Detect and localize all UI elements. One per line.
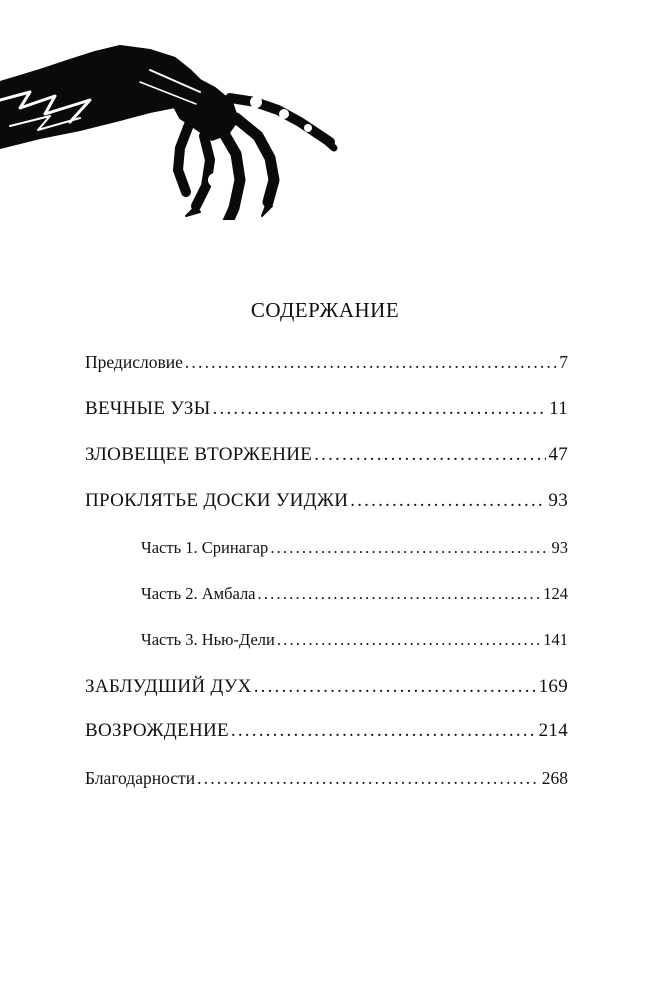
toc-entry-page: 47 — [548, 444, 568, 465]
dot-leader — [213, 398, 548, 420]
toc-entry-label: ВЕЧНЫЕ УЗЫ — [85, 398, 211, 419]
dot-leader — [185, 352, 557, 373]
toc-entry-page: 93 — [551, 538, 568, 557]
toc-entry-page: 214 — [538, 720, 568, 741]
toc-entry-page: 93 — [548, 490, 568, 511]
toc-entry-part-3[interactable] — [141, 630, 568, 650]
dot-leader — [277, 630, 541, 650]
dot-leader — [254, 676, 537, 698]
toc-entry-part-1[interactable] — [141, 538, 568, 558]
dot-leader — [197, 768, 540, 789]
toc-entry-page: 141 — [543, 630, 568, 649]
page-title: СОДЕРЖАНИЕ — [250, 298, 400, 322]
toc-entry-label: Часть 2. Амбала — [141, 584, 256, 603]
toc-entry-part-2[interactable] — [141, 584, 568, 604]
toc-entry-label: Благодарности — [85, 768, 196, 788]
toc-entry-label: Часть 1. Сринагар — [141, 538, 269, 557]
toc-entry-acknowledgements[interactable] — [85, 768, 568, 789]
toc-entry-label: ВОЗРОЖДЕНИЕ — [85, 720, 229, 741]
dot-leader — [270, 538, 549, 558]
dot-leader — [350, 490, 546, 512]
toc-entry-label: Предисловие — [85, 352, 183, 372]
toc-entry-page: 268 — [541, 768, 568, 788]
toc-entry-page: 11 — [549, 398, 568, 419]
toc-entry-sinister-invasion[interactable] — [85, 444, 568, 466]
toc-entry-label: ПРОКЛЯТЬЕ ДОСКИ УИДЖИ — [85, 490, 349, 511]
toc-entry-page: 7 — [559, 352, 568, 372]
dot-leader — [258, 584, 542, 604]
toc-entry-lost-spirit[interactable] — [85, 676, 568, 698]
toc-entry-eternal-bonds[interactable] — [85, 398, 568, 420]
dot-leader — [314, 444, 546, 466]
toc-entry-ouija-curse[interactable] — [85, 490, 568, 512]
toc-entry-page: 169 — [538, 676, 568, 697]
toc-entry-page: 124 — [543, 584, 568, 603]
toc-entry-label: Часть 3. Нью-Дели — [141, 630, 275, 649]
dot-leader — [231, 720, 537, 742]
toc-entry-preface[interactable] — [85, 352, 568, 373]
toc-entry-revival[interactable] — [85, 720, 568, 742]
toc-entry-label: ЗАБЛУДШИЙ ДУХ — [85, 676, 252, 697]
toc-entry-label: ЗЛОВЕЩЕЕ ВТОРЖЕНИЕ — [85, 444, 313, 465]
